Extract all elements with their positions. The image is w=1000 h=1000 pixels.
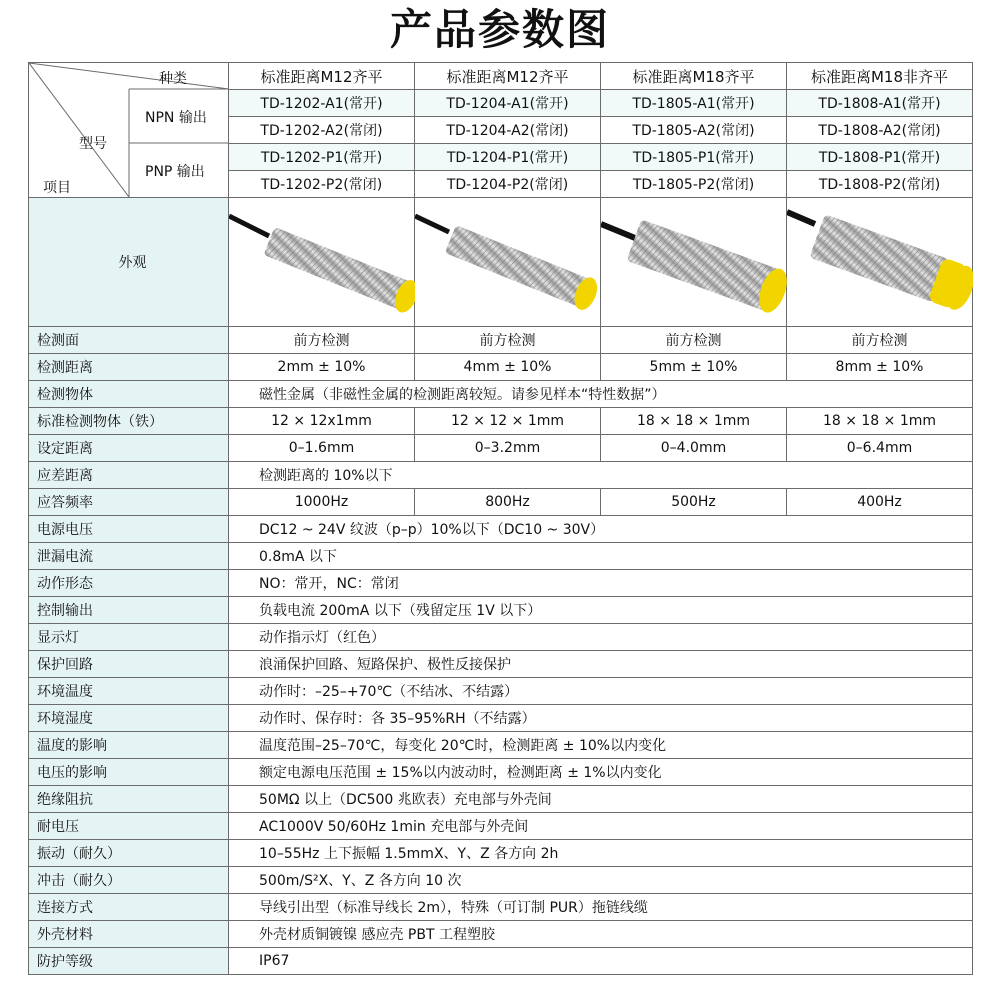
row-label: 耐电压 <box>29 813 229 840</box>
row-value: 18 × 18 × 1mm <box>601 408 787 435</box>
row-label: 检测距离 <box>29 354 229 381</box>
page-title: 产品参数图 <box>389 5 610 54</box>
row-value: 导线引出型（标准导线长 2m），特殊（可订制 PUR）拖链线缆 <box>229 894 973 921</box>
row-label: 冲击（耐久） <box>29 867 229 894</box>
row-value: 8mm ± 10% <box>787 354 973 381</box>
row-value: 400Hz <box>787 489 973 516</box>
row-value: 0–4.0mm <box>601 435 787 462</box>
model-cell: TD-1204-P2(常闭) <box>415 171 601 198</box>
sensor-image-m12 <box>415 198 601 327</box>
row-label: 绝缘阻抗 <box>29 786 229 813</box>
item-header: 项目 <box>43 180 71 196</box>
row-value: 0–1.6mm <box>229 435 415 462</box>
row-label: 电压的影响 <box>29 759 229 786</box>
row-value: 12 × 12x1mm <box>229 408 415 435</box>
sensor-photo <box>229 198 415 322</box>
model-cell: TD-1202-P1(常开) <box>229 144 415 171</box>
row-label: 控制输出 <box>29 597 229 624</box>
row-label: 显示灯 <box>29 624 229 651</box>
header-corner-cell <box>29 63 229 198</box>
row-value: 50MΩ 以上（DC500 兆欧表）充电部与外壳间 <box>229 786 973 813</box>
model-cell: TD-1808-P1(常开) <box>787 144 973 171</box>
row-value: 12 × 12 × 1mm <box>415 408 601 435</box>
row-label: 环境湿度 <box>29 705 229 732</box>
model-cell: TD-1204-A1(常开) <box>415 90 601 117</box>
sensor-photo <box>415 198 601 322</box>
model-cell: TD-1204-A2(常闭) <box>415 117 601 144</box>
row-label: 温度的影响 <box>29 732 229 759</box>
row-label: 环境温度 <box>29 678 229 705</box>
column-header: 标准距离M18齐平 <box>601 63 787 90</box>
row-value: 10–55Hz 上下振幅 1.5mmX、Y、Z 各方向 2h <box>229 840 973 867</box>
row-label: 保护回路 <box>29 651 229 678</box>
model-cell: TD-1805-A1(常开) <box>601 90 787 117</box>
row-value: 前方检测 <box>601 327 787 354</box>
row-value: 500m/S²X、Y、Z 各方向 10 次 <box>229 867 973 894</box>
appearance-label: 外观 <box>29 198 229 327</box>
pnp-output-label: PNP 输出 <box>145 164 205 180</box>
sensor-image-m12 <box>229 198 415 327</box>
row-label: 应差距离 <box>29 462 229 489</box>
row-value: 动作时：–25–+70℃（不结冰、不结露） <box>229 678 973 705</box>
row-label: 动作形态 <box>29 570 229 597</box>
row-value: 800Hz <box>415 489 601 516</box>
row-value: 检测距离的 10%以下 <box>229 462 973 489</box>
row-value: AC1000V 50/60Hz 1min 充电部与外壳间 <box>229 813 973 840</box>
spec-table <box>28 62 973 975</box>
row-value: DC12 ~ 24V 纹波（p–p）10%以下（DC10 ~ 30V） <box>229 516 973 543</box>
column-header: 标准距离M18非齐平 <box>787 63 973 90</box>
row-label: 泄漏电流 <box>29 543 229 570</box>
model-cell: TD-1202-A1(常开) <box>229 90 415 117</box>
row-label: 振动（耐久） <box>29 840 229 867</box>
model-cell: TD-1805-P1(常开) <box>601 144 787 171</box>
model-cell: TD-1808-A1(常开) <box>787 90 973 117</box>
row-value: 外壳材质铜镀镍 感应壳 PBT 工程塑胶 <box>229 921 973 948</box>
sensor-image-m18-nonflush <box>787 198 973 327</box>
sensor-photo <box>787 198 973 322</box>
model-cell: TD-1202-A2(常闭) <box>229 117 415 144</box>
row-value: 0.8mA 以下 <box>229 543 973 570</box>
row-label: 检测面 <box>29 327 229 354</box>
row-label: 检测物体 <box>29 381 229 408</box>
row-value: 0–3.2mm <box>415 435 601 462</box>
row-value: 500Hz <box>601 489 787 516</box>
row-value: 0–6.4mm <box>787 435 973 462</box>
model-cell: TD-1202-P2(常闭) <box>229 171 415 198</box>
column-header: 标准距离M12齐平 <box>415 63 601 90</box>
row-value: 前方检测 <box>415 327 601 354</box>
row-value: 动作时、保存时：各 35–95%RH（不结露） <box>229 705 973 732</box>
row-label: 电源电压 <box>29 516 229 543</box>
row-value: 磁性金属（非磁性金属的检测距离较短。请参见样本“特性数据”） <box>229 381 973 408</box>
row-label: 应答频率 <box>29 489 229 516</box>
sensor-photo <box>601 198 787 322</box>
row-value: 5mm ± 10% <box>601 354 787 381</box>
row-label: 设定距离 <box>29 435 229 462</box>
row-value: 温度范围–25–70℃，每变化 20℃时，检测距离 ± 10%以内变化 <box>229 732 973 759</box>
npn-output-label: NPN 输出 <box>145 110 207 126</box>
type-header: 种类 <box>159 71 187 87</box>
row-value: NO：常开，NC：常闭 <box>229 570 973 597</box>
row-value: 18 × 18 × 1mm <box>787 408 973 435</box>
row-value: 1000Hz <box>229 489 415 516</box>
row-value: 额定电源电压范围 ± 15%以内波动时，检测距离 ± 1%以内变化 <box>229 759 973 786</box>
column-header: 标准距离M12齐平 <box>229 63 415 90</box>
row-value: 前方检测 <box>229 327 415 354</box>
model-cell: TD-1805-A2(常闭) <box>601 117 787 144</box>
model-cell: TD-1808-A2(常闭) <box>787 117 973 144</box>
row-label: 外壳材料 <box>29 921 229 948</box>
row-value: IP67 <box>229 948 973 975</box>
row-value: 负载电流 200mA 以下（残留定压 1V 以下） <box>229 597 973 624</box>
sensor-image-m18 <box>601 198 787 327</box>
row-value: 动作指示灯（红色） <box>229 624 973 651</box>
model-cell: TD-1805-P2(常闭) <box>601 171 787 198</box>
row-value: 前方检测 <box>787 327 973 354</box>
model-cell: TD-1808-P2(常闭) <box>787 171 973 198</box>
row-label: 标准检测物体（铁） <box>29 408 229 435</box>
row-value: 2mm ± 10% <box>229 354 415 381</box>
row-label: 连接方式 <box>29 894 229 921</box>
row-value: 浪涌保护回路、短路保护、极性反接保护 <box>229 651 973 678</box>
row-label: 防护等级 <box>29 948 229 975</box>
row-value: 4mm ± 10% <box>415 354 601 381</box>
model-cell: TD-1204-P1(常开) <box>415 144 601 171</box>
model-header: 型号 <box>79 136 107 152</box>
